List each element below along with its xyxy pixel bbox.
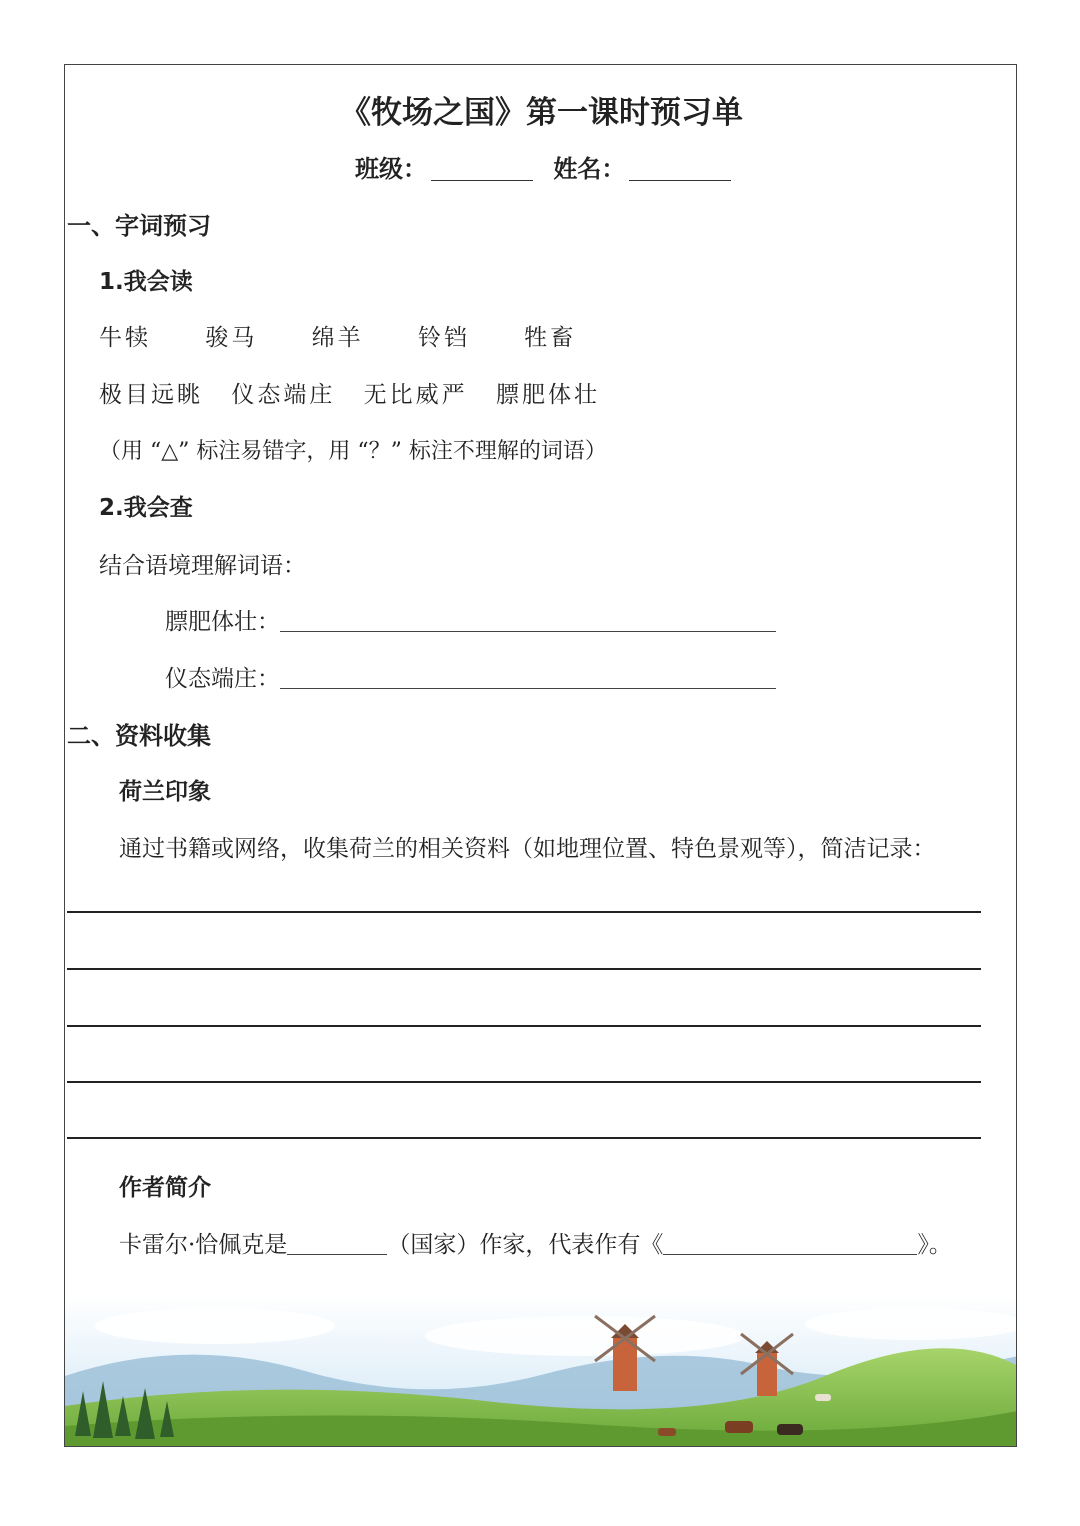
word-item: 膘肥体壮: [495, 382, 600, 408]
word-item: 绵羊: [311, 325, 364, 351]
cow: [815, 1394, 831, 1401]
word-item: 牲畜: [524, 325, 577, 351]
subheading-holland: 荷兰印象: [119, 779, 211, 805]
cow: [658, 1428, 676, 1436]
author-text-3: 》。: [917, 1232, 952, 1258]
definition-row: [165, 660, 776, 693]
country-blank[interactable]: [287, 1234, 387, 1255]
cloud: [95, 1308, 335, 1344]
subheading-author: 作者简介: [119, 1175, 211, 1201]
word-row-2: [99, 376, 600, 409]
class-blank[interactable]: [431, 158, 533, 181]
definition-term: 膘肥体壮：: [165, 609, 280, 635]
student-info-row: [355, 149, 743, 184]
cow: [725, 1421, 753, 1433]
word-item: 极目远眺: [99, 382, 203, 408]
author-sentence: [119, 1226, 952, 1259]
word-item: 铃铛: [417, 325, 470, 351]
pasture-landscape-illustration: [65, 1296, 1017, 1446]
writing-line[interactable]: [67, 911, 981, 913]
section-heading-research: 二、资料收集: [67, 722, 211, 750]
definition-blank[interactable]: [280, 668, 776, 689]
worksheet-title: 《牧场之国》第一课时预习单: [340, 95, 743, 131]
definition-row: [165, 603, 776, 636]
writing-line[interactable]: [67, 1081, 981, 1083]
cloud: [805, 1308, 1017, 1340]
lookup-instruction: 结合语境理解词语：: [99, 553, 306, 579]
name-blank[interactable]: [629, 158, 731, 181]
works-blank[interactable]: [663, 1234, 917, 1255]
writing-line[interactable]: [67, 968, 981, 970]
word-item: 骏马: [205, 325, 258, 351]
worksheet-frame: [64, 64, 1017, 1447]
cloud: [425, 1316, 745, 1356]
cow: [777, 1424, 803, 1435]
word-item: 仪态端庄: [231, 382, 336, 408]
section-heading-vocabulary: 一、字词预习: [67, 212, 211, 240]
name-label: 姓名：: [553, 155, 626, 183]
subheading-read: 1.我会读: [99, 269, 193, 295]
word-row-1: [99, 319, 576, 352]
word-item: 牛犊: [99, 325, 151, 351]
word-item: 无比威严: [363, 382, 468, 408]
definition-term: 仪态端庄：: [165, 666, 280, 692]
subheading-lookup: 2.我会查: [99, 495, 193, 521]
author-text-2: （国家）作家，代表作有《: [387, 1232, 664, 1258]
author-text-1: 卡雷尔·恰佩克是: [119, 1232, 288, 1258]
definition-blank[interactable]: [280, 611, 776, 632]
holland-instruction: 通过书籍或网络，收集荷兰的相关资料（如地理位置、特色景观等），简洁记录：: [119, 836, 936, 862]
writing-line[interactable]: [67, 1025, 981, 1027]
writing-line[interactable]: [67, 1137, 981, 1139]
class-label: 班级：: [355, 155, 427, 183]
annotation-instruction: （用 “△” 标注易错字，用 “？” 标注不理解的词语）: [99, 439, 607, 464]
